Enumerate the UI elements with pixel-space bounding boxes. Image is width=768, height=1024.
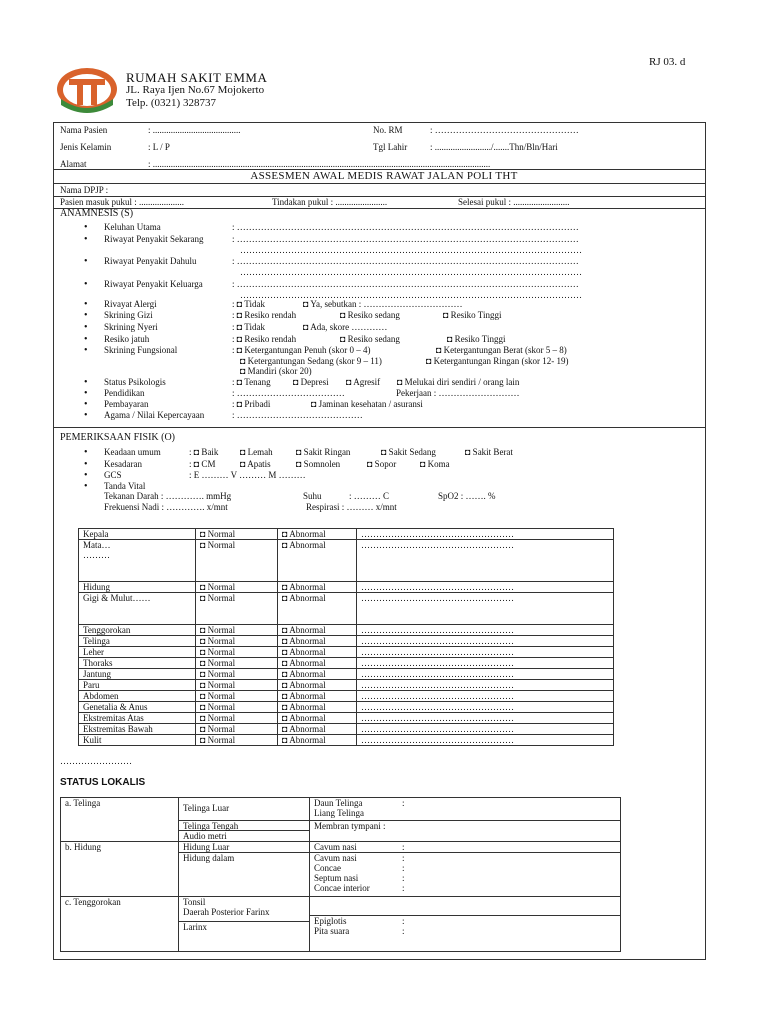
finding-field-text: …………………………………………… (361, 724, 514, 734)
table-row (79, 724, 614, 735)
normal-checkbox[interactable] (196, 724, 278, 735)
fungsional-mandiri-checkbox[interactable]: ◘ Mandiri (skor 20) (240, 366, 312, 376)
rpk-label: • Riwayat Penyakit Keluarga (104, 279, 203, 289)
abnormal-checkbox-text: ◘ Abnormal (282, 713, 326, 723)
hospital-logo (55, 65, 119, 113)
jam-masuk-field[interactable]: Pasien masuk pukul : .................... (60, 197, 184, 207)
organ-cell (79, 735, 196, 746)
finding-field-text: …………………………………………… (361, 647, 514, 657)
finding-field-text: …………………………………………… (361, 625, 514, 635)
abnormal-checkbox[interactable] (278, 647, 357, 658)
normal-checkbox-text: ◘ Normal (200, 669, 236, 679)
normal-checkbox[interactable] (196, 529, 278, 540)
normal-checkbox[interactable] (196, 636, 278, 647)
alamat-label: Alamat (60, 159, 87, 169)
organ-cell-text: Ekstremitas Atas (83, 713, 144, 723)
nama-pasien-field[interactable]: : ....................................... (148, 125, 241, 135)
kesadaran-label: • Kesadaran (104, 459, 142, 469)
keluhan-field[interactable]: : …………………………………………………………………………………………………… (232, 222, 579, 232)
organ-cell (79, 724, 196, 735)
organ-extra: ……… (83, 550, 110, 560)
finding-field[interactable] (357, 647, 614, 658)
rps-label: • Riwayat Penyakit Sekarang (104, 234, 203, 244)
tonsil-field[interactable] (310, 897, 620, 916)
form-title: ASSESMEN AWAL MEDIS RAWAT JALAN POLI THT (250, 170, 518, 182)
abnormal-checkbox[interactable] (278, 680, 357, 691)
abnormal-checkbox[interactable] (278, 669, 357, 680)
concae-field[interactable]: Concae : (314, 863, 405, 873)
agama-label: • Agama / Nilai Kepercayaan (104, 410, 204, 420)
abnormal-checkbox-text: ◘ Abnormal (282, 691, 326, 701)
rpd-label: • Riwayat Penyakit Dahulu (104, 256, 196, 266)
psikologis-agresif-checkbox[interactable]: ◘ Agresif (346, 377, 381, 387)
finding-field-text: …………………………………………… (361, 582, 514, 592)
table-row (79, 625, 614, 636)
tonsil-label: Tonsil (183, 897, 206, 907)
table-row (79, 636, 614, 647)
psikologis-tenang-checkbox[interactable]: : ◘ Tenang (232, 377, 271, 387)
organ-cell-text: Genetalia & Anus (83, 702, 148, 712)
nyeri-tidak-checkbox[interactable]: : ◘ Tidak (232, 322, 265, 332)
finding-field[interactable] (357, 582, 614, 593)
table-row (79, 680, 614, 691)
abnormal-checkbox-text: ◘ Abnormal (282, 540, 326, 550)
pembayaran-pribadi-checkbox[interactable]: : ◘ Pribadi (232, 399, 271, 409)
normal-checkbox-text: ◘ Normal (200, 658, 236, 668)
telinga-label: a. Telinga (65, 798, 101, 808)
pendidikan-label: • Pendidikan (104, 388, 145, 398)
table-row (79, 540, 614, 582)
cavum-nasi-field[interactable]: Cavum nasi : (314, 853, 405, 863)
abnormal-checkbox[interactable] (278, 691, 357, 702)
alamat-field[interactable]: : ...................................................................................................................................................... (148, 159, 491, 169)
tekanan-darah-field[interactable]: Tekanan Darah : …………. mmHg (104, 491, 232, 501)
organ-cell (79, 702, 196, 713)
tanda-vital-label: • Tanda Vital (104, 481, 145, 491)
fungsional-penuh-checkbox[interactable]: : ◘ Ketergantungan Penuh (skor 0 – 4) (232, 345, 371, 355)
jatuh-tinggi-checkbox[interactable]: ◘ Resiko Tinggi (447, 334, 506, 344)
abnormal-checkbox-text: ◘ Abnormal (282, 625, 326, 635)
normal-checkbox-text: ◘ Normal (200, 680, 236, 690)
normal-checkbox-text: ◘ Normal (200, 735, 236, 745)
no-rm-field[interactable]: : ………………………………………… (430, 125, 579, 135)
finding-field-text: …………………………………………… (361, 702, 514, 712)
hospital-address: JL. Raya Ijen No.67 Mojokerto (126, 84, 265, 96)
respirasi-field[interactable]: Respirasi : ……… x/mnt (306, 502, 397, 512)
finding-field[interactable] (357, 669, 614, 680)
normal-checkbox[interactable] (196, 658, 278, 669)
table-row (79, 713, 614, 724)
jam-tindakan-field[interactable]: Tindakan pukul : ....................... (272, 197, 388, 207)
finding-field-text: …………………………………………… (361, 540, 514, 550)
normal-checkbox[interactable] (196, 702, 278, 713)
table-row (79, 647, 614, 658)
organ-cell-text: Mata… (83, 540, 111, 550)
normal-checkbox-text: ◘ Normal (200, 593, 236, 603)
no-rm-label: No. RM (373, 125, 403, 135)
table-row (79, 691, 614, 702)
gcs-label: • GCS (104, 470, 122, 480)
organ-cell (79, 636, 196, 647)
finding-field-text: …………………………………………… (361, 636, 514, 646)
kesadaran-koma-checkbox[interactable]: ◘ Koma (420, 459, 450, 469)
abnormal-checkbox-text: ◘ Abnormal (282, 529, 326, 539)
gizi-rendah-checkbox[interactable]: : ◘ Resiko rendah (232, 310, 297, 320)
organ-cell-text: Thoraks (83, 658, 113, 668)
audiometri-label: Audio metri (183, 831, 227, 841)
pekerjaan-field[interactable]: Pekerjaan : ……………………… (396, 388, 520, 398)
suhu-label: Suhu (303, 491, 322, 501)
finding-field-text: …………………………………………… (361, 735, 514, 745)
suhu-field[interactable]: : ……… C (349, 491, 390, 501)
abnormal-checkbox[interactable] (278, 540, 357, 582)
rpd-field-line2[interactable]: …………………………………………………………………………………………………… (240, 267, 582, 277)
jatuh-rendah-checkbox[interactable]: : ◘ Resiko rendah (232, 334, 297, 344)
organ-cell-text: Gigi & Mulut…… (83, 593, 151, 603)
hospital-name: RUMAH SAKIT EMMA (126, 70, 268, 85)
organ-cell-text: Kulit (83, 735, 102, 745)
abnormal-checkbox[interactable] (278, 724, 357, 735)
abnormal-checkbox[interactable] (278, 713, 357, 724)
telinga-tengah-label: Telinga Tengah (183, 821, 239, 831)
table-row (79, 529, 614, 540)
organ-cell (79, 625, 196, 636)
gizi-tinggi-checkbox[interactable]: ◘ Resiko Tinggi (443, 310, 502, 320)
abnormal-checkbox-text: ◘ Abnormal (282, 582, 326, 592)
pendidikan-field[interactable]: : ……………………………… (232, 388, 345, 398)
abnormal-checkbox-text: ◘ Abnormal (282, 593, 326, 603)
exam-table (78, 528, 614, 746)
tenggorokan-cell (61, 897, 179, 952)
keadaan-ringan-checkbox[interactable]: ◘ Sakit Ringan (296, 447, 351, 457)
jenis-kelamin-label: Jenis Kelamin (60, 142, 112, 152)
abnormal-checkbox-text: ◘ Abnormal (282, 724, 326, 734)
normal-checkbox-text: ◘ Normal (200, 724, 236, 734)
rps-field[interactable]: : …………………………………………………………………………………………………… (232, 234, 579, 244)
fungsional-berat-checkbox[interactable]: ◘ Ketergantungan Berat (skor 5 – 8) (436, 345, 567, 355)
fungsional-ringan-checkbox[interactable]: ◘ Ketergantungan Ringan (skor 12- 19) (426, 356, 569, 366)
table-row (79, 702, 614, 713)
kesadaran-apatis-checkbox[interactable]: ◘ Apatis (240, 459, 271, 469)
organ-cell (79, 680, 196, 691)
kesadaran-sopor-checkbox[interactable]: ◘ Sopor (367, 459, 397, 469)
normal-checkbox-text: ◘ Normal (200, 636, 236, 646)
rpk-field[interactable]: : …………………………………………………………………………………………………… (232, 279, 579, 289)
finding-field-text: …………………………………………… (361, 593, 514, 603)
nama-pasien-label: Nama Pasien (60, 125, 108, 135)
organ-cell-text: Leher (83, 647, 104, 657)
normal-checkbox[interactable] (196, 647, 278, 658)
tenggorokan-label: c. Tenggorokan (65, 897, 121, 907)
table-row (79, 658, 614, 669)
organ-cell-text: Abdomen (83, 691, 119, 701)
concae-interior-field[interactable]: Concae interior : (314, 883, 405, 893)
finding-field[interactable] (357, 540, 614, 582)
normal-checkbox-text: ◘ Normal (200, 529, 236, 539)
abnormal-checkbox-text: ◘ Abnormal (282, 702, 326, 712)
keluhan-label: • Keluhan Utama (104, 222, 161, 232)
organ-cell (79, 658, 196, 669)
larinx-label: Larinx (183, 922, 207, 932)
kesadaran-cm-checkbox[interactable]: : ◘ CM (189, 459, 216, 469)
hidung-cell (61, 842, 179, 897)
normal-checkbox[interactable] (196, 625, 278, 636)
hidung-dalam-label: Hidung dalam (183, 853, 235, 863)
gizi-sedang-checkbox[interactable]: ◘ Resiko sedang (340, 310, 400, 320)
table-row (79, 582, 614, 593)
jam-selesai-field[interactable]: Selesai pukul : ......................... (458, 197, 570, 207)
status-lokalis-table (60, 797, 621, 952)
normal-checkbox-text: ◘ Normal (200, 647, 236, 657)
after-table-dots: …………………… (60, 756, 132, 766)
organ-cell-text: Tenggorokan (83, 625, 131, 635)
table-row (79, 735, 614, 746)
abnormal-checkbox[interactable] (278, 529, 357, 540)
psikologis-melukai-checkbox[interactable]: ◘ Melukai diri sendiri / orang lain (397, 377, 520, 387)
pita-suara-field[interactable]: Pita suara : (314, 926, 405, 936)
organ-cell (79, 593, 196, 625)
pembayaran-jaminan-checkbox[interactable]: ◘ Jaminan kesehatan / asuransi (311, 399, 423, 409)
telinga-cell (61, 798, 179, 842)
normal-checkbox-text: ◘ Normal (200, 713, 236, 723)
hidung-luar-label: Hidung Luar (183, 842, 230, 852)
frekuensi-nadi-field[interactable]: Frekuensi Nadi : …………. x/mnt (104, 502, 228, 512)
organ-cell (79, 582, 196, 593)
abnormal-checkbox-text: ◘ Abnormal (282, 735, 326, 745)
agama-field[interactable]: : …………………………………… (232, 410, 363, 420)
membran-tympani-field[interactable]: Membran tympani : (314, 821, 386, 831)
abnormal-checkbox[interactable] (278, 636, 357, 647)
telinga-luar-label: Telinga Luar (183, 803, 230, 813)
abnormal-checkbox-text: ◘ Abnormal (282, 669, 326, 679)
abnormal-checkbox[interactable] (278, 702, 357, 713)
abnormal-checkbox[interactable] (278, 593, 357, 625)
epiglotis-field[interactable]: Epiglotis : (314, 916, 405, 926)
organ-cell (79, 691, 196, 702)
normal-checkbox-text: ◘ Normal (200, 691, 236, 701)
abnormal-checkbox[interactable] (278, 625, 357, 636)
organ-cell (79, 647, 196, 658)
organ-cell (79, 529, 196, 540)
normal-checkbox-text: ◘ Normal (200, 582, 236, 592)
keadaan-umum-label: • Keadaan umum (104, 447, 161, 457)
organ-cell (79, 540, 196, 582)
pembayaran-label: • Pembayaran (104, 399, 148, 409)
hidung-label: b. Hidung (65, 842, 101, 852)
organ-cell (79, 713, 196, 724)
keadaan-lemah-checkbox[interactable]: ◘ Lemah (240, 447, 273, 457)
finding-field[interactable] (357, 680, 614, 691)
normal-checkbox[interactable] (196, 593, 278, 625)
normal-checkbox[interactable] (196, 540, 278, 582)
organ-cell-text: Ekstremitas Bawah (83, 724, 153, 734)
cavum-nasi-luar-field[interactable]: Cavum nasi : (310, 842, 620, 853)
fungsional-label: • Skrining Fungsional (104, 345, 177, 355)
liang-telinga-field[interactable]: Liang Telinga (314, 808, 364, 818)
jenis-kelamin-field[interactable]: : L / P (148, 142, 170, 152)
finding-field[interactable] (357, 593, 614, 625)
posterior-farinx-label: Daerah Posterior Farinx (183, 907, 270, 917)
tgl-lahir-field[interactable]: : ........................./.......Thn/Bln/Hari (430, 142, 558, 152)
spo2-field[interactable]: SpO2 : ……. % (438, 491, 496, 501)
finding-field-text: …………………………………………… (361, 680, 514, 690)
normal-checkbox-text: ◘ Normal (200, 540, 236, 550)
normal-checkbox[interactable] (196, 713, 278, 724)
abnormal-checkbox-text: ◘ Abnormal (282, 647, 326, 657)
dpjp-field[interactable]: Nama DPJP : (60, 185, 109, 195)
rpk-field-line2[interactable]: …………………………………………………………………………………………………… (240, 290, 582, 300)
normal-checkbox[interactable] (196, 669, 278, 680)
septum-nasi-field[interactable]: Septum nasi : (314, 873, 405, 883)
organ-cell-text: Hidung (83, 582, 110, 592)
abnormal-checkbox-text: ◘ Abnormal (282, 680, 326, 690)
jatuh-label: • Resiko jatuh (104, 334, 149, 344)
finding-field[interactable] (357, 636, 614, 647)
keadaan-baik-checkbox[interactable]: : ◘ Baik (189, 447, 219, 457)
finding-field-text: …………………………………………… (361, 658, 514, 668)
finding-field-text: …………………………………………… (361, 691, 514, 701)
form-code: RJ 03. d (649, 56, 686, 68)
organ-cell-text: Jantung (83, 669, 111, 679)
organ-cell-text: Kepala (83, 529, 109, 539)
psikologis-depresi-checkbox[interactable]: ◘ Depresi (293, 377, 329, 387)
abnormal-checkbox-text: ◘ Abnormal (282, 636, 326, 646)
finding-field[interactable] (357, 724, 614, 735)
organ-cell-text: Telinga (83, 636, 110, 646)
normal-checkbox[interactable] (196, 735, 278, 746)
nyeri-ada-checkbox[interactable]: ◘ Ada, skore ………… (303, 322, 388, 332)
table-row (79, 593, 614, 625)
finding-field[interactable] (357, 691, 614, 702)
keadaan-sedang-checkbox[interactable]: ◘ Sakit Sedang (381, 447, 436, 457)
finding-field-text: …………………………………………… (361, 669, 514, 679)
kesadaran-somnolen-checkbox[interactable]: ◘ Somnolen (296, 459, 341, 469)
organ-cell (79, 669, 196, 680)
psikologis-label: • Status Psikologis (104, 377, 166, 387)
table-row (79, 669, 614, 680)
finding-field-text: …………………………………………… (361, 529, 514, 539)
organ-cell-text: Paru (83, 680, 100, 690)
nyeri-label: • Skrining Nyeri (104, 322, 158, 332)
tgl-lahir-label: Tgl Lahir (373, 142, 408, 152)
normal-checkbox[interactable] (196, 680, 278, 691)
abnormal-checkbox[interactable] (278, 658, 357, 669)
normal-checkbox-text: ◘ Normal (200, 702, 236, 712)
abnormal-checkbox[interactable] (278, 582, 357, 593)
finding-field[interactable] (357, 702, 614, 713)
finding-field[interactable] (357, 658, 614, 669)
alergi-ya-checkbox[interactable]: ◘ Ya, sebutkan : …………………………… (303, 299, 463, 309)
finding-field[interactable] (357, 713, 614, 724)
fungsional-sedang-checkbox[interactable]: ◘ Ketergantungan Sedang (skor 9 – 11) (240, 356, 382, 366)
rps-field-line2[interactable]: …………………………………………………………………………………………………… (240, 245, 582, 255)
anamnesis-heading: ANAMNESIS (S) (60, 208, 134, 219)
alergi-tidak-checkbox[interactable]: : ◘ Tidak (232, 299, 265, 309)
finding-field-text: …………………………………………… (361, 713, 514, 723)
hospital-phone: Telp. (0321) 328737 (126, 97, 216, 109)
finding-field[interactable] (357, 735, 614, 746)
daun-colon: : (402, 798, 405, 808)
finding-field[interactable] (357, 529, 614, 540)
abnormal-checkbox[interactable] (278, 735, 357, 746)
normal-checkbox[interactable] (196, 691, 278, 702)
daun-telinga-field[interactable]: Daun Telinga (314, 798, 363, 808)
gcs-field[interactable]: : E ……… V ……… M ……… (189, 470, 306, 480)
jatuh-sedang-checkbox[interactable]: ◘ Resiko sedang (340, 334, 400, 344)
pemeriksaan-fisik-heading: PEMERIKSAAN FISIK (O) (60, 432, 176, 443)
abnormal-checkbox-text: ◘ Abnormal (282, 658, 326, 668)
status-lokalis-heading: STATUS LOKALIS (60, 777, 146, 788)
gizi-label: • Skrining Gizi (104, 310, 153, 320)
alergi-label: • Rivayat Alergi (104, 299, 157, 309)
finding-field[interactable] (357, 625, 614, 636)
rpd-field[interactable]: : …………………………………………………………………………………………………… (232, 256, 579, 266)
keadaan-berat-checkbox[interactable]: ◘ Sakit Berat (465, 447, 513, 457)
normal-checkbox-text: ◘ Normal (200, 625, 236, 635)
normal-checkbox[interactable] (196, 582, 278, 593)
